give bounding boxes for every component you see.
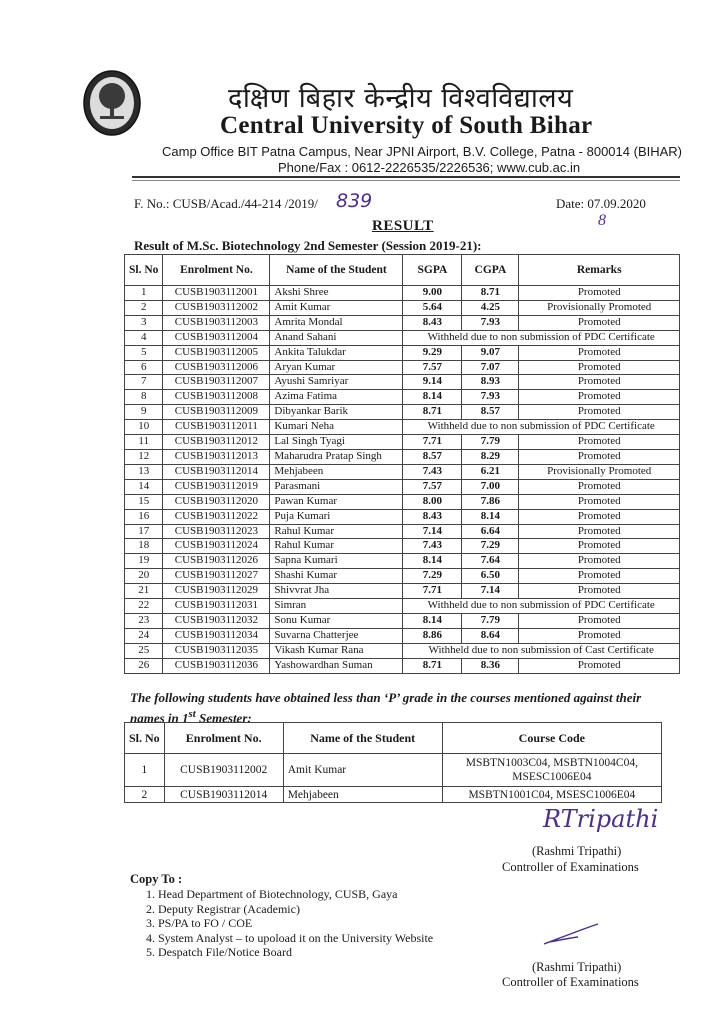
cell-enrolment: CUSB1903112014 [164,787,283,803]
cell-sgpa: 8.00 [403,494,462,509]
cell-sl: 17 [125,524,163,539]
result-title: RESULT [372,218,434,234]
table-row [125,509,680,524]
cell-enrolment: CUSB1903112001 [163,286,270,301]
low-grade-note [130,690,670,726]
cell-sgpa: 7.14 [403,524,462,539]
cell-enrolment: CUSB1903112003 [163,315,270,330]
cell-remarks: Provisionally Promoted [519,300,680,315]
table-row [125,524,680,539]
cell-enrolment: CUSB1903112023 [163,524,270,539]
cell-name: Sonu Kumar [270,613,403,628]
cell-name: Ankita Talukdar [270,345,403,360]
cell-sl: 14 [125,479,163,494]
cell-sl: 5 [125,345,163,360]
col-header-sl: Sl. No [125,723,165,754]
table-row [125,286,680,301]
cell-enrolment: CUSB1903112032 [163,613,270,628]
cell-remarks: Promoted [519,494,680,509]
cell-withheld-remark: Withheld due to non submission of Cast Certificate [403,643,680,658]
cell-remarks: Promoted [519,539,680,554]
cell-remarks: Promoted [519,390,680,405]
cell-sgpa: 7.71 [403,435,462,450]
col-header-name: Name of the Student [270,255,403,286]
cell-sgpa: 7.43 [403,539,462,554]
cell-sl: 13 [125,464,163,479]
cell-cgpa: 8.71 [462,286,519,301]
address-line: Camp Office BIT Patna Campus, Near JPNI Airport, B.V. College, Patna - 800014 (BIHAR) [162,144,682,159]
cell-name: Mehjabeen [270,464,403,479]
cell-sgpa: 9.14 [403,375,462,390]
cell-cgpa: 6.50 [462,569,519,584]
table-row [125,539,680,554]
cell-cgpa: 7.93 [462,390,519,405]
cell-name: Simran [270,599,403,614]
header-divider [132,176,680,178]
col-header-name: Name of the Student [283,723,442,754]
university-name: Central University of South Bihar [220,112,593,139]
cell-sl: 7 [125,375,163,390]
cell-name: Amit Kumar [283,754,442,787]
handwritten-date-mark: 8 [598,212,606,229]
cell-remarks: Promoted [519,509,680,524]
cell-name: Rahul Kumar [270,524,403,539]
cell-cgpa: 7.93 [462,315,519,330]
cell-sgpa: 8.14 [403,390,462,405]
cell-enrolment: CUSB1903112019 [163,479,270,494]
cell-sgpa: 8.14 [403,554,462,569]
note-text-end: Semester: [195,710,252,726]
cell-sl: 25 [125,643,163,658]
list-item: 5. Despatch File/Notice Board [146,945,292,960]
cell-sl: 18 [125,539,163,554]
table-row [125,754,662,787]
col-header-course-code: Course Code [442,723,661,754]
cell-sl: 12 [125,449,163,464]
table-row [125,584,680,599]
cell-sl: 4 [125,330,163,345]
cell-cgpa: 8.57 [462,405,519,420]
cell-sgpa: 8.71 [403,405,462,420]
cell-sl: 19 [125,554,163,569]
note-text: The following students have obtained less than ‘P’ grade in the courses mentioned against their names in 1 [130,690,642,726]
cell-sl: 10 [125,420,163,435]
cell-enrolment: CUSB1903112026 [163,554,270,569]
cell-enrolment: CUSB1903112009 [163,405,270,420]
table-row [125,300,680,315]
cell-sgpa: 7.43 [403,464,462,479]
cell-cgpa: 7.64 [462,554,519,569]
cell-remarks: Promoted [519,360,680,375]
cell-sl: 23 [125,613,163,628]
cell-sl: 16 [125,509,163,524]
signatory-name: (Rashmi Tripathi) [532,960,622,974]
cell-sl: 26 [125,658,163,673]
copy-to-list [146,887,433,960]
table-header-row [125,255,680,286]
cell-name: Suvarna Chatterjee [270,628,403,643]
list-item: 2. Deputy Registrar (Academic) [146,901,300,916]
list-item: 3. PS/PA to FO / COE [146,916,253,931]
cell-enrolment: CUSB1903112011 [163,420,270,435]
cell-sl: 3 [125,315,163,330]
list-item: 4. System Analyst – to upoload it on the University Website [146,930,434,945]
table-row [125,405,680,420]
cell-name: Aryan Kumar [270,360,403,375]
cell-name: Yashowardhan Suman [270,658,403,673]
university-name-hindi: दक्षिण बिहार केन्द्रीय विश्वविद्यालय [228,83,574,114]
cell-enrolment: CUSB1903112034 [163,628,270,643]
cell-enrolment: CUSB1903112014 [163,464,270,479]
signatory-role: Controller of Examinations [502,860,639,874]
cell-sgpa: 9.29 [403,345,462,360]
result-table [124,254,680,674]
cell-remarks: Promoted [519,345,680,360]
cell-sgpa: 7.57 [403,360,462,375]
cell-sgpa: 8.86 [403,628,462,643]
table-row [125,435,680,450]
cell-name: Shivvrat Jha [270,584,403,599]
cell-enrolment: CUSB1903112004 [163,330,270,345]
cell-enrolment: CUSB1903112006 [163,360,270,375]
handwritten-file-number: 839 [336,190,373,212]
col-header-sl: Sl. No [125,255,163,286]
cell-enrolment: CUSB1903112005 [163,345,270,360]
cell-enrolment: CUSB1903112007 [163,375,270,390]
col-header-sgpa: SGPA [403,255,462,286]
cell-sgpa: 7.71 [403,584,462,599]
cell-course-code: MSBTN1003C04, MSBTN1004C04, MSESC1006E04 [442,754,661,787]
signatory-role: Controller of Examinations [502,975,639,989]
cell-cgpa: 8.14 [462,509,519,524]
cell-name: Kumari Neha [270,420,403,435]
cell-sl: 21 [125,584,163,599]
table-row [125,375,680,390]
contact-line: Phone/Fax : 0612-2226535/2226536; www.cub.ac.in [278,160,581,175]
cell-cgpa: 7.07 [462,360,519,375]
cell-cgpa: 7.86 [462,494,519,509]
table-header-row [125,723,662,754]
table-row [125,613,680,628]
table-row [125,420,680,435]
cell-cgpa: 7.00 [462,479,519,494]
table-row [125,315,680,330]
cell-cgpa: 6.21 [462,464,519,479]
cell-name: Azima Fatima [270,390,403,405]
cell-remarks: Promoted [519,613,680,628]
cell-remarks: Promoted [519,584,680,599]
document-date: Date: 07.09.2020 [556,196,646,211]
cell-name: Shashi Kumar [270,569,403,584]
cell-cgpa: 8.93 [462,375,519,390]
university-logo [82,70,142,140]
cell-sgpa: 8.14 [403,613,462,628]
cell-sgpa: 9.00 [403,286,462,301]
cell-cgpa: 8.64 [462,628,519,643]
cell-name: Anand Sahani [270,330,403,345]
cell-name: Amrita Mondal [270,315,403,330]
cell-remarks: Promoted [519,315,680,330]
table-row [125,658,680,673]
cell-cgpa: 4.25 [462,300,519,315]
cell-sl: 1 [125,286,163,301]
header-divider-thin [132,180,680,181]
table-row [125,390,680,405]
cell-cgpa: 9.07 [462,345,519,360]
cell-cgpa: 7.79 [462,435,519,450]
cell-cgpa: 8.29 [462,449,519,464]
cell-cgpa: 7.29 [462,539,519,554]
table-row [125,479,680,494]
cell-remarks: Promoted [519,569,680,584]
signature-mark [540,920,600,950]
cell-enrolment: CUSB1903112013 [163,449,270,464]
table-row [125,628,680,643]
cell-remarks: Promoted [519,405,680,420]
low-grade-table [124,722,662,803]
cell-enrolment: CUSB1903112027 [163,569,270,584]
copy-to-label: Copy To : [130,872,183,886]
cell-sl: 11 [125,435,163,450]
cell-cgpa: 6.64 [462,524,519,539]
cell-withheld-remark: Withheld due to non submission of PDC Certificate [403,420,680,435]
cell-sgpa: 8.43 [403,509,462,524]
cell-name: Rahul Kumar [270,539,403,554]
table-row [125,569,680,584]
cell-enrolment: CUSB1903112002 [164,754,283,787]
table-row [125,643,680,658]
cell-cgpa: 7.79 [462,613,519,628]
cell-enrolment: CUSB1903112029 [163,584,270,599]
cell-remarks: Promoted [519,524,680,539]
result-subtitle: Result of M.Sc. Biotechnology 2nd Semester (Session 2019-21): [134,238,482,253]
col-header-remarks: Remarks [519,255,680,286]
cell-sgpa: 8.71 [403,658,462,673]
signature: RTripathi [543,805,659,833]
cell-sl: 22 [125,599,163,614]
cell-name: Parasmani [270,479,403,494]
cell-enrolment: CUSB1903112035 [163,643,270,658]
result-table-body [125,286,680,674]
col-header-enrolment: Enrolment No. [163,255,270,286]
list-item: 1. Head Department of Biotechnology, CUSB, Gaya [146,887,398,901]
cell-sgpa: 5.64 [403,300,462,315]
cell-name: Vikash Kumar Rana [270,643,403,658]
cell-enrolment: CUSB1903112024 [163,539,270,554]
table-row [125,554,680,569]
cell-enrolment: CUSB1903112008 [163,390,270,405]
table-row [125,494,680,509]
cell-enrolment: CUSB1903112012 [163,435,270,450]
cell-remarks: Promoted [519,479,680,494]
cell-remarks: Promoted [519,628,680,643]
cell-remarks: Promoted [519,449,680,464]
cell-cgpa: 7.14 [462,584,519,599]
cell-enrolment: CUSB1903112031 [163,599,270,614]
cell-remarks: Promoted [519,658,680,673]
cell-name: Sapna Kumari [270,554,403,569]
cell-sl: 9 [125,405,163,420]
cell-remarks: Provisionally Promoted [519,464,680,479]
cell-name: Ayushi Samriyar [270,375,403,390]
cell-name: Akshi Shree [270,286,403,301]
cell-enrolment: CUSB1903112020 [163,494,270,509]
table-row [125,330,680,345]
cell-enrolment: CUSB1903112022 [163,509,270,524]
cell-withheld-remark: Withheld due to non submission of PDC Certificate [403,330,680,345]
cell-remarks: Promoted [519,286,680,301]
table-row [125,345,680,360]
file-number: F. No.: CUSB/Acad./44-214 /2019/ [134,196,318,211]
signatory-name: (Rashmi Tripathi) [532,844,622,858]
cell-enrolment: CUSB1903112036 [163,658,270,673]
table-row [125,599,680,614]
cell-cgpa: 8.36 [462,658,519,673]
cell-name: Mehjabeen [283,787,442,803]
cell-name: Maharudra Pratap Singh [270,449,403,464]
cell-remarks: Promoted [519,435,680,450]
cell-remarks: Promoted [519,375,680,390]
table-row [125,787,662,803]
cell-enrolment: CUSB1903112002 [163,300,270,315]
cell-sl: 1 [125,754,165,787]
cell-sgpa: 7.57 [403,479,462,494]
note-superscript: st [188,708,196,720]
cell-sl: 2 [125,787,165,803]
cell-sl: 6 [125,360,163,375]
col-header-enrolment: Enrolment No. [164,723,283,754]
cell-name: Dibyankar Barik [270,405,403,420]
cell-sgpa: 8.57 [403,449,462,464]
cell-sl: 2 [125,300,163,315]
cell-name: Puja Kumari [270,509,403,524]
table-row [125,449,680,464]
cell-sl: 24 [125,628,163,643]
cell-sgpa: 8.43 [403,315,462,330]
cell-sgpa: 7.29 [403,569,462,584]
table-row [125,464,680,479]
col-header-cgpa: CGPA [462,255,519,286]
cell-sl: 8 [125,390,163,405]
cell-name: Pawan Kumar [270,494,403,509]
cell-name: Amit Kumar [270,300,403,315]
table-row [125,360,680,375]
cell-withheld-remark: Withheld due to non submission of PDC Certificate [403,599,680,614]
cell-course-code: MSBTN1001C04, MSESC1006E04 [442,787,661,803]
cell-name: Lal Singh Tyagi [270,435,403,450]
cell-remarks: Promoted [519,554,680,569]
cell-sl: 15 [125,494,163,509]
cell-sl: 20 [125,569,163,584]
